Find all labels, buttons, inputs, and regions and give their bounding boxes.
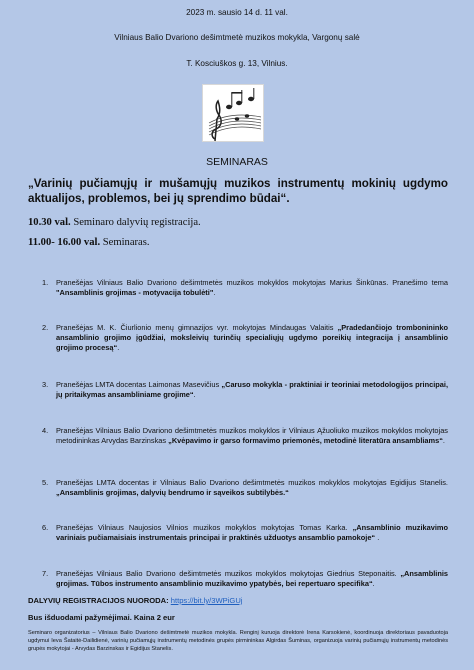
item-tail: . [117,343,120,353]
schedule-registration [28,217,201,228]
music-notes-icon [202,84,264,142]
item-number: 3. [42,380,49,389]
certificate-note: Bus išduodami pažymėjimai. Kaina 2 eur [28,613,175,622]
item-number: 5. [42,478,49,487]
item-number: 6. [42,523,49,532]
item-tail: . [213,288,216,298]
event-venue: Vilniaus Balio Dvariono dešimtmetė muzikos mokykla, Vargonų salė [114,33,360,42]
item-text: Pranešėjas Vilniaus Balio Dvariono dešimtmetės muzikos mokyklos mokytojas Giedrius Steponaitis. [56,569,401,578]
item-topic: „Kvėpavimo ir garso formavimo priemonės, metodinė literatūra ansambliams“ [168,436,443,446]
item-text: Pranešėjas Vilniaus Balio Dvariono dešimtmetės muzikos mokyklos ir Vilniaus Ąžuoliuko muzikos mokyklos mokytojas metodininkas Arvydas Barzinskas [56,426,448,446]
registration-link[interactable]: https://bit.ly/3WPiGUj [170,596,243,605]
item-text: Pranešėjas M. K. Čiurlionio menų gimnazijos vyr. mokytojas Mindaugas Valaitis [56,323,338,332]
item-topic: „Pradedančiojo trombonininko ansamblinio grojimo įgūdžiai, moksleivių turinčių specialiųjų ugdymo poreikių integracija į ansamblinio grojimo procesą“ [56,323,449,353]
item-tail: . [375,533,380,543]
item-number: 1. [42,278,49,287]
schedule-time: 10.30 val. [28,217,71,228]
item-text: Pranešėjas Vilniaus Naujosios Vilnios muzikos mokyklos mokytojas Tomas Karka. [56,523,353,532]
item-topic: "Ansamblinis grojimas - motyvacija tobulėti" [56,288,214,298]
schedule-time: 11.00- 16.00 val. [28,237,101,248]
schedule-text: Seminaras. [100,237,150,248]
item-topic: „Ansamblinis grojimas, dalyvių bendrumo ir sąveikos subtilybės.“ [56,488,289,498]
item-tail: . [193,390,196,400]
item-text: Pranešėjas LMTA docentas Laimonas Masevičius [56,380,222,389]
item-text: Pranešėjas Vilniaus Balio Dvariono dešimtmetės muzikos mokyklos mokytojas Marius Šinkūnas. Pranešimo tema [56,278,448,287]
registration-line [28,596,243,605]
organizer-footer: Seminaro organizatorius – Vilniaus Balio Dvariono dešimtmetė muzikos mokykla. Renginį kuruoja direktorė Irena Karsokienė, koordinuoja direktoriaus pavaduotoja ugdymui Ieva Šataitė-Dailidienė, varinių pučiamųjų instrumentų metodinės grupės pirmininkas Algirdas Šuminas, organizuoja varinių pučiamųjų instrumentų metodinės grupės mokytojai - Arvydas Barzinskas ir Egidijus Stanelis. [28,630,448,652]
item-tail: . [372,579,375,589]
schedule-seminar [28,237,150,248]
item-topic: „Caruso mokykla - praktiniai ir teoriniai metodologijos principai, jų pritaikymas ansambliniame grojime“ [56,380,448,400]
item-topic: „Ansamblinio muzikavimo variniais pučiamaisiais instrumentais principai ir praktinės užduotys ansamblio pamokoje“ [56,523,448,543]
seminar-heading: SEMINARAS [206,156,268,168]
seminar-title: „Varinių pučiamųjų ir mušamųjų muzikos instrumentų mokinių ugdymo aktualijos, problemos, bei jų sprendimo būdai“. [28,177,448,205]
item-tail: . [442,436,445,446]
item-topic: „Ansamblinis grojimas. Tūbos instrumento ansamblinio muzikavimo ypatybės, bei repertuaro specifika“ [56,569,448,589]
schedule-text: Seminaro dalyvių registracija. [70,217,201,228]
item-number: 4. [42,426,49,435]
registration-label: DALYVIŲ REGISTRACIJOS NUORODA: [28,596,171,605]
item-number: 7. [42,569,49,578]
item-number: 2. [42,323,49,332]
event-date: 2023 m. sausio 14 d. 11 val. [186,8,288,17]
item-text: Pranešėjas LMTA docentas ir Vilniaus Balio Dvariono dešimtmetės muzikos mokyklos mokytojas Egidijus Stanelis. [56,478,448,487]
event-address: T. Kosciuškos g. 13, Vilnius. [186,59,288,68]
